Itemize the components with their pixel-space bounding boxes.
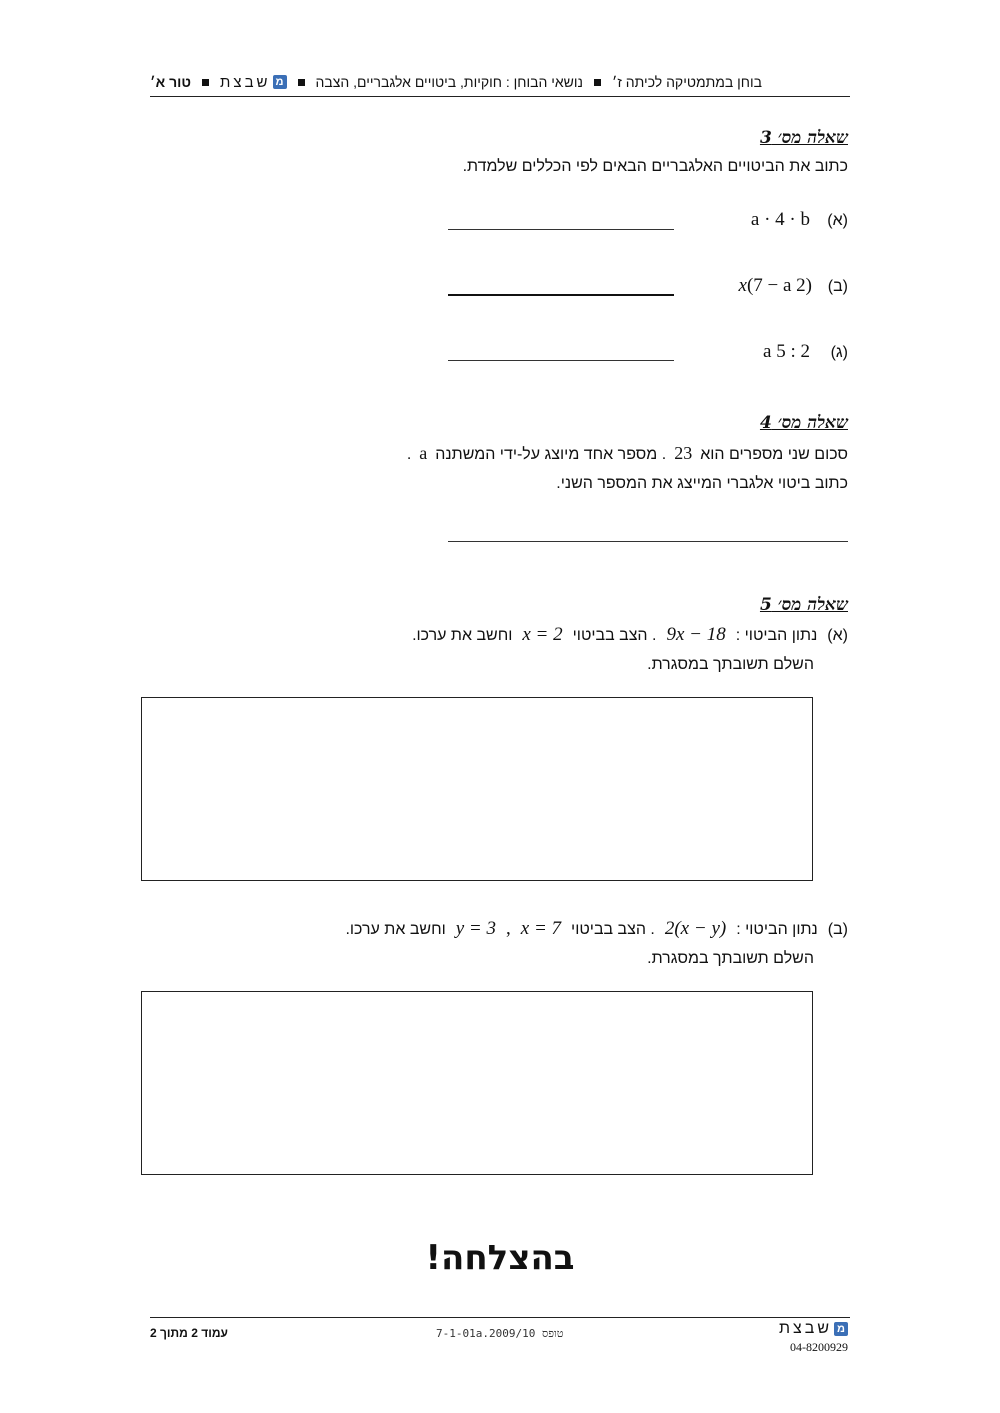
- q3b-expression-rest: (7 − a 2): [746, 275, 812, 296]
- q5b-assignment-y: y = 3: [455, 918, 497, 939]
- q3b-expression: [739, 275, 813, 297]
- bullet-square-icon: [202, 79, 209, 86]
- q3a-label: (א): [827, 212, 848, 229]
- footer-divider: [150, 1317, 850, 1318]
- q5b-answer-box[interactable]: [141, 991, 813, 1175]
- q3c-expression: a 5 : 2: [763, 341, 810, 362]
- form-code: טופס 7-1-01a.2009/10: [436, 1327, 564, 1340]
- page-number: עמוד 2 מתוך 2: [150, 1326, 228, 1340]
- q3b-variable: x: [738, 275, 747, 296]
- page-header: [150, 70, 850, 94]
- q5a-complete: השלם תשובתך במסגרת.: [647, 656, 814, 673]
- header-divider: [150, 96, 850, 97]
- brand-name: שבצת: [220, 73, 271, 91]
- footer-brand-logo: [779, 1320, 848, 1338]
- q5b-assignment-x: x = 7: [520, 918, 562, 939]
- test-topics: נושאי הבוחן : חוקיות, ביטויים אלגבריים, הצבה: [315, 74, 583, 90]
- q5a-compute: וחשב את ערכו.: [412, 627, 513, 644]
- bullet-square-icon: [594, 79, 601, 86]
- q4-answer-line[interactable]: [448, 541, 848, 542]
- logo-mark-icon: מ: [834, 1322, 848, 1336]
- test-round: טור א׳: [150, 74, 192, 90]
- q3b-label: (ב): [827, 278, 848, 295]
- bullet-square-icon: [298, 79, 305, 86]
- q5a-answer-box[interactable]: [141, 697, 813, 881]
- q4-text-b: . מספר אחד מיוצג על-ידי המשתנה: [435, 446, 667, 463]
- q3-title: שאלה מס׳ 3: [759, 128, 848, 148]
- q4-text-end: .: [406, 446, 412, 463]
- q4-line1: [407, 443, 848, 464]
- q3a-answer-line[interactable]: [448, 229, 674, 230]
- q4-text-a: סכום שני מספרים הוא: [700, 446, 848, 463]
- test-title: בוחן במתמטיקה לכיתה ז׳: [611, 74, 763, 90]
- q5-title: שאלה מס׳ 5: [759, 595, 848, 615]
- q5b-substitute: . הצב בביטוי: [571, 921, 655, 938]
- q5b-label: (ב): [827, 921, 848, 938]
- q4-sum-value: 23: [674, 443, 693, 463]
- q4-title: שאלה מס׳ 4: [759, 413, 848, 433]
- q5b-line: [345, 918, 848, 940]
- q5a-given: נתון הביטוי :: [735, 627, 818, 644]
- q3b-answer-line[interactable]: [448, 294, 674, 296]
- q3a-expression: a · 4 · b: [750, 209, 810, 230]
- q5b-separator: ,: [506, 918, 511, 939]
- closing-message: בהצלחה!: [425, 1238, 575, 1278]
- q4-line2: כתוב ביטוי אלגברי המייצג את המספר השני.: [556, 475, 848, 492]
- q3c-label: (ג): [830, 344, 848, 361]
- q5b-compute: וחשב את ערכו.: [345, 921, 446, 938]
- q5a-substitute: . הצב בביטוי: [572, 627, 657, 644]
- footer-phone: 04-8200929: [790, 1340, 848, 1354]
- q3-instruction: כתוב את הביטויים האלגבריים הבאים לפי הכללים שלמדת.: [462, 158, 848, 175]
- logo-mark-icon: מ: [273, 75, 287, 89]
- footer-brand-name: שבצת: [778, 1320, 832, 1337]
- q5a-expression: 9x − 18: [666, 624, 726, 645]
- q5a-line: [412, 624, 848, 646]
- brand-logo: [220, 74, 286, 91]
- q5b-expression: 2(x − y): [664, 918, 727, 939]
- q4-variable: a: [419, 443, 428, 463]
- q3c-answer-line[interactable]: [448, 360, 674, 361]
- q5b-given: נתון הביטוי :: [736, 921, 818, 938]
- q5a-label: (א): [827, 627, 848, 644]
- q5a-assignment: x = 2: [522, 624, 563, 645]
- q5b-complete: השלם תשובתך במסגרת.: [647, 950, 814, 967]
